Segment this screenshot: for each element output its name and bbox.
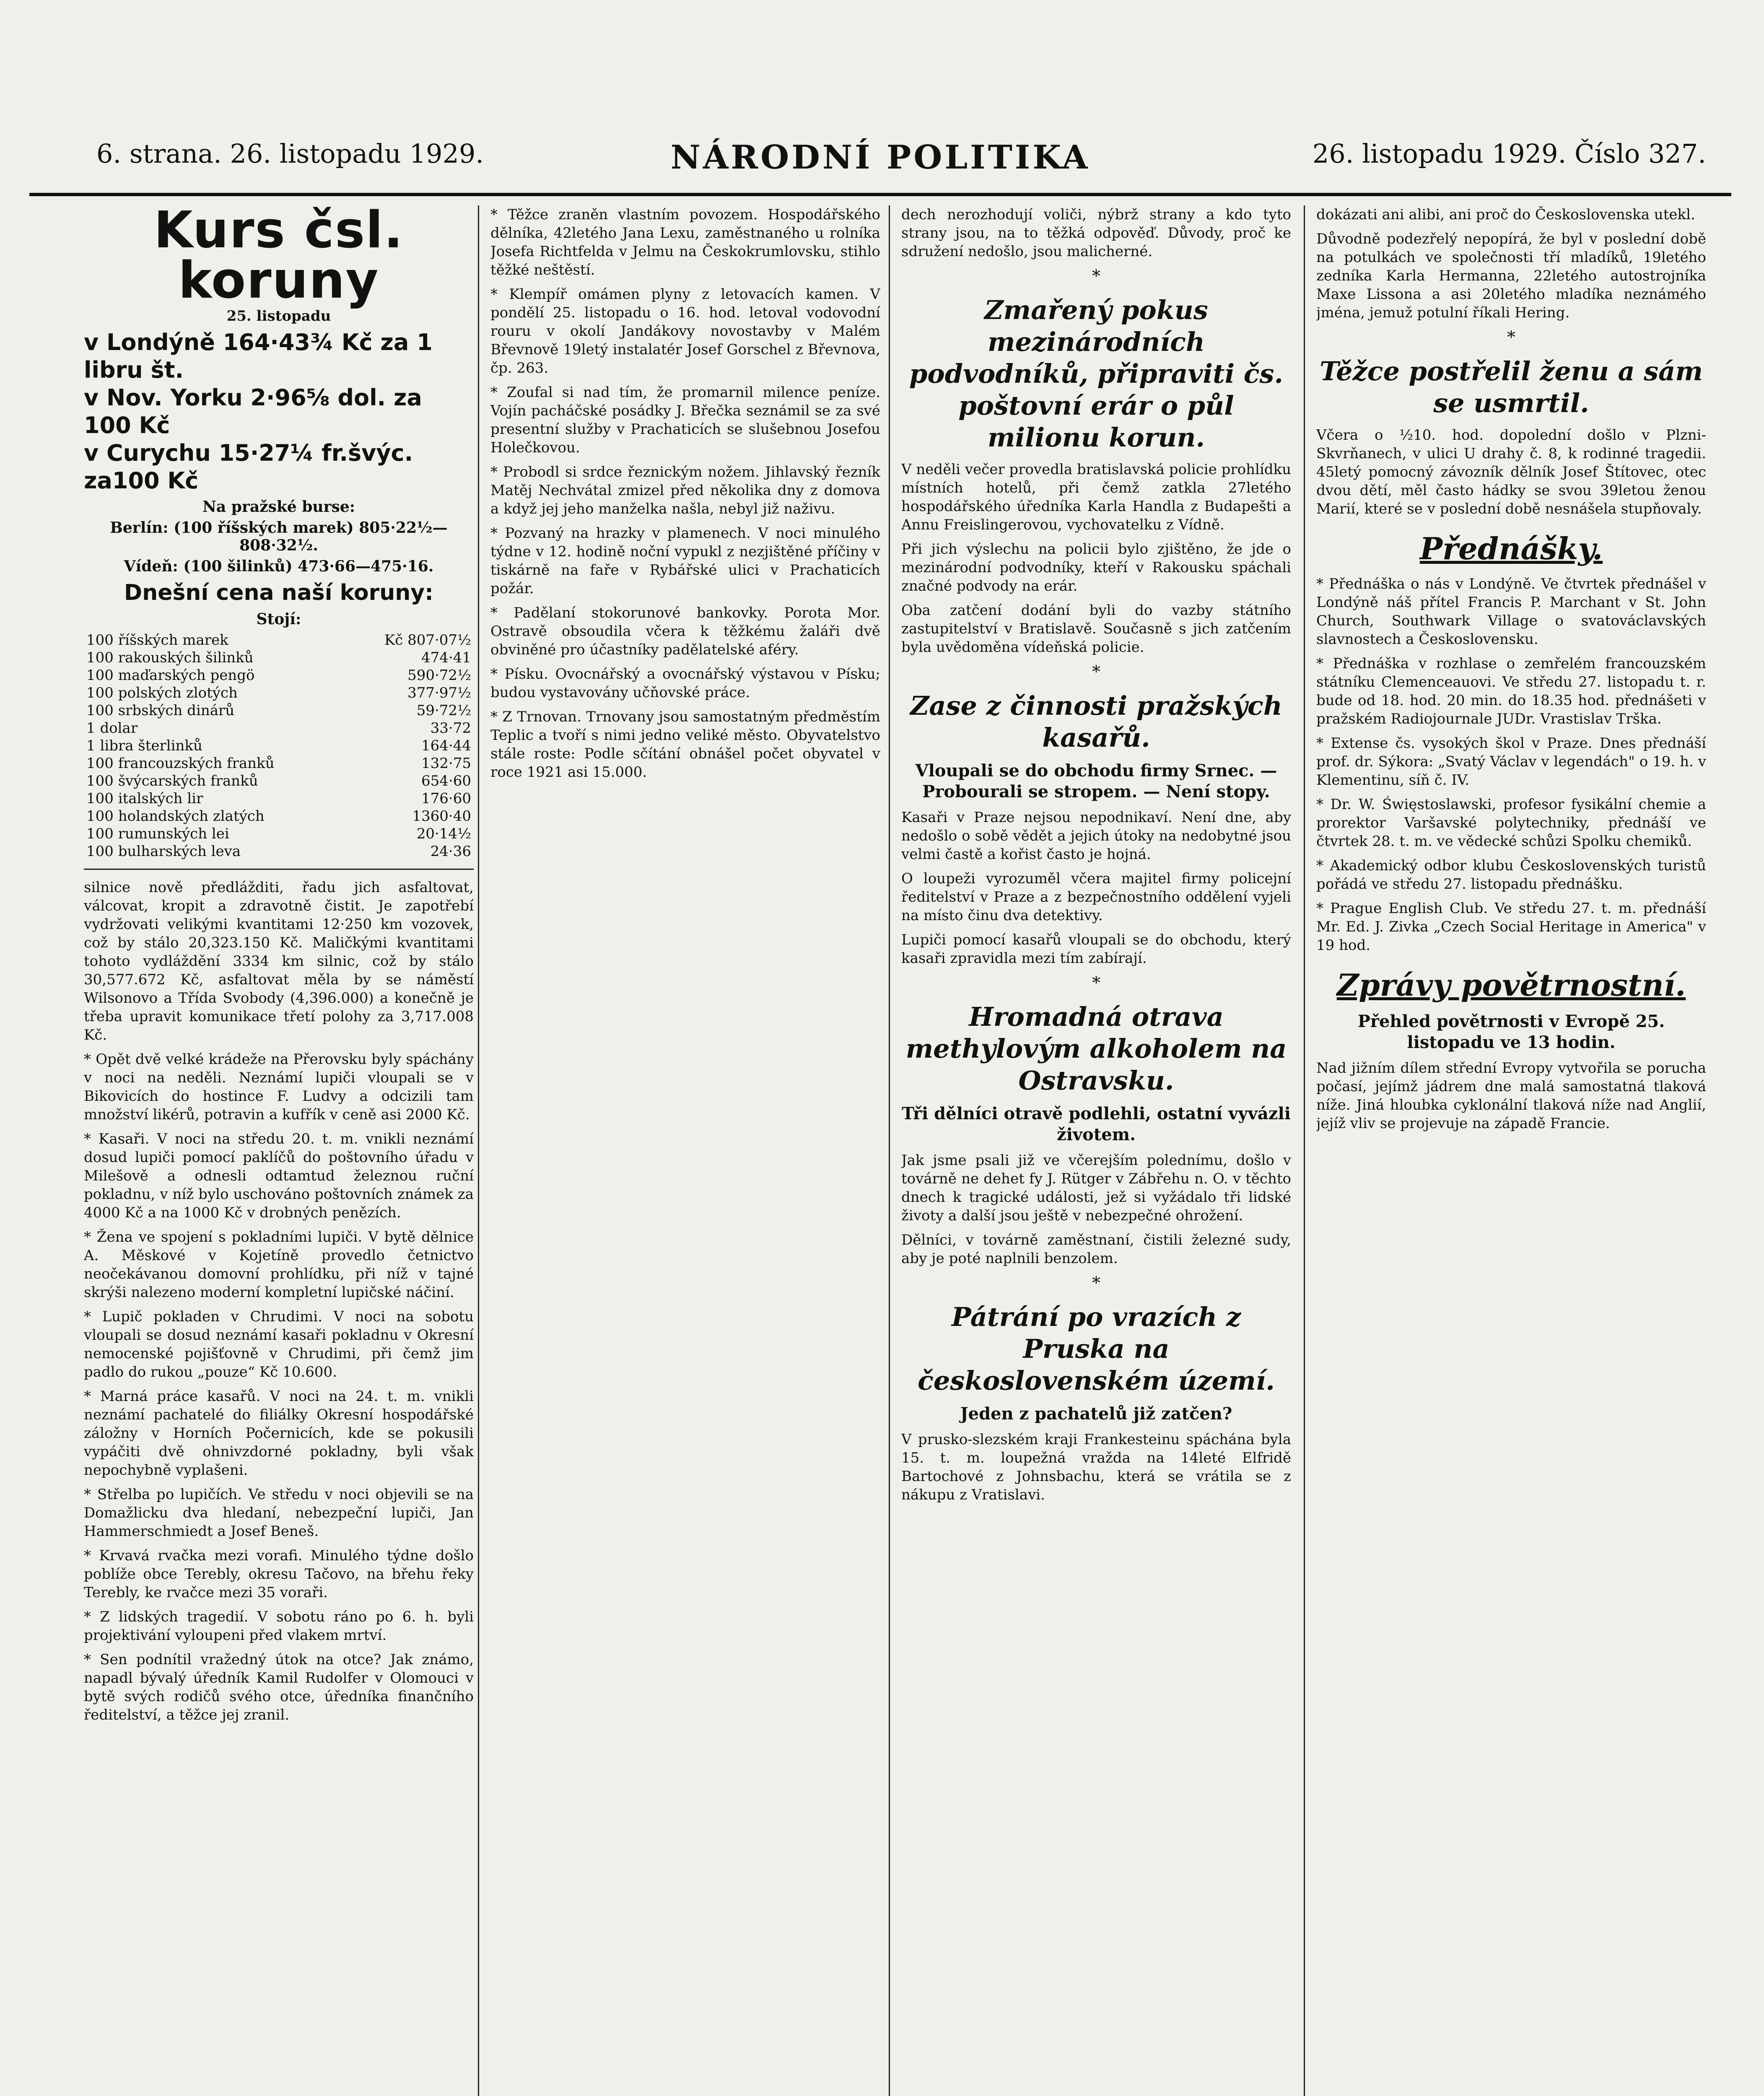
news-paragraph: * Extense čs. vysokých škol v Praze. Dnes přednáší prof. dr. Sýkora: „Svatý Václav v legendách" o 19. h. v Klementinu, síň č. IV. [1316,735,1706,789]
currency-name: 100 holandských zlatých [86,808,265,825]
section-asterisk: * [1092,662,1100,682]
news-paragraph: * Zoufal si nad tím, že promarnil milence peníze. Vojín pacháčské posádky J. Břečka seznámil se za své presentní služby v Prachaticích se slušebnou Josefou Holečkovou. [490,384,880,456]
news-paragraph: * Krvavá rvačka mezi vorafi. Minulého týdne došlo poblíže obce Terebly, okresu Tačovo, na břehu řeky Terebly, ke rvačce mezi 35 voraři. [84,1547,474,1601]
currency-name: 100 rumunských lei [86,825,229,842]
news-paragraph: dokázati ani alibi, ani proč do Československa utekl. [1316,206,1695,223]
table-row [84,684,474,702]
news-paragraph: * Těžce zraněn vlastním povozem. Hospodářského dělníka, 42letého Jana Lexu, zaměstnaného u rolníka Josefa Richtfelda v Jelmu na Českokrumlovsku, stihlo těžké neštěstí. [490,206,880,278]
news-paragraph: * Z Trnovan. Trnovany jsou samostatným předměstím Teplic a tvoří s nimi jedno veliké město. Obyvatelstvo stále roste: Podle sčítání obnášel počet obyvatel v roce 1921 asi 15.000. [490,708,880,781]
currency-value: 1360·40 [412,808,471,825]
currency-name: 1 dolar [86,720,138,737]
rate-zurich: v Curychu 15·27¼ fr.švýc. za100 Kč [84,440,413,494]
news-paragraph: * Klempíř omámen plyny z letovacích kamen. V pondělí 25. listopadu o 16. hod. letoval vodovodní rouru v okolí Jandákovy novostavby v Malém Břevnově 19letý instalatér Josef Gorschel z Břevnova, čp. 263. [490,286,880,376]
news-paragraph: dech nerozhodují voliči, nýbrž strany a kdo tyto strany jsou, na to těžká odpověď. Důvody, proč ke sdružení nedošlo, jsou malicherné. [901,206,1291,260]
exchange-rate-title: Kurs čsl. koruny [154,205,404,310]
news-paragraph: * Pozvaný na hrazky v plamenech. V noci minulého týdne v 12. hodině noční vypukl z nezjištěné příčiny v tiskárně na faře v Rybářské ulici v Prachaticích požár. [490,525,880,597]
news-paragraph: O loupeži vyrozuměl včera majitel firmy policejní ředitelství v Praze a z bezpečnostního oddělení vyjeli na místo činu dva detektivy. [901,870,1291,924]
news-paragraph: * Prague English Club. Ve středu 27. t. m. přednáší Mr. Ed. J. Zivka „Czech Social Heritage in America" v 19 hod. [1316,900,1706,954]
currency-value: 59·72½ [416,702,471,719]
news-paragraph: silnice nově předlážditi, řadu jich asfaltovat, válcovat, kropit a zdravotně čistit. Je zapotřebí vydržovati velikými kvantitami 12·250 km vozovek, což by stálo 20,323.150 Kč. Maličkými kvantitami tohoto vydláždění 3334 km silnic, což by stálo 30,577.672 Kč, asfaltovat měla by se náměstí Wilsonovo a Třída Svobody (4,396.000) a konečně je třeba upravit komunikace třetí polohy za 3,717.008 Kč. [84,879,474,1043]
news-paragraph: * Marná práce kasařů. V noci na 24. t. m. vnikli neznámí pachatelé do filiálky Okresní hospodářské záložny v Horních Počernicích, kde se pokusili vypáčiti dvě ohnivzdorné pokladny, byli však nepochybně vyplašeni. [84,1388,474,1479]
news-paragraph: Nad jižním dílem střední Evropy vytvořila se porucha počasí, jejímž jádrem dne malá samostatná tlaková níže. Jiná hloubka cyklonální tlaková níže nad Anglií, jejíž vliv se projevuje na západě Francie. [1316,1060,1706,1132]
currency-name: 100 polských zlotých [86,685,238,701]
currency-name: 100 srbských dinárů [86,702,235,719]
article-title: Pátrání po vrazích z Pruska na československém území. [918,1302,1275,1396]
news-paragraph: Dělníci, v továrně zaměstnaní, čistili železné sudy, aby je poté naplnili benzolem. [901,1232,1291,1267]
section-asterisk: * [1507,328,1515,347]
table-row [84,790,474,807]
currency-value: 377·97½ [407,685,471,701]
currency-value: 176·60 [421,790,471,807]
news-paragraph: * Opět dvě velké krádeže na Přerovsku byly spáchány v noci na neděli. Neznámí lupiči vloupali se v Bikovicích do hostince F. Ludvy a odcizili tam množství likérů, potravin a kufřík v ceně asi 2000 Kč. [84,1051,474,1123]
lectures-heading: Přednášky. [1419,531,1603,566]
column-2 [490,205,880,2096]
currency-name: 100 švýcarských franků [86,773,258,789]
today-price-label: Dnešní cena naší koruny: [124,580,433,605]
section-asterisk: * [1092,267,1100,286]
column-4 [1316,205,1706,2096]
news-paragraph: * Střelba po lupičích. Ve středu v noci objevili se na Domažlicku dva hledaní, nebezpeční lupiči, Jan Hammerschmiedt a Josef Beneš. [84,1486,474,1540]
news-paragraph: Včera o ½10. hod. dopolední došlo v Plzni-Skvrňanech, v ulici U drahy č. 8, k rodinné tragedii. 45letý pomocný závozník dělník Josef Štítovec, otec dvou dětí, měl často hádky se svou 39letou ženou Marií, které se v poslední době nesnášela stupňovaly. [1316,427,1706,517]
column-3 [901,205,1291,2096]
article-subtitle: Tři dělníci otravě podlehli, ostatní vyvázli životem. [902,1104,1291,1144]
masthead-title: NÁRODNÍ POLITIKA [670,138,1090,176]
currency-value: 164·44 [421,737,471,754]
cost-label: Stojí: [256,610,301,628]
section-asterisk: * [1092,973,1100,993]
column-rule [889,205,890,2096]
section-divider [84,869,474,870]
table-row [84,631,474,649]
currency-value: 33·72 [430,720,471,737]
table-row [84,807,474,825]
table-row [84,843,474,860]
news-paragraph: * Žena ve spojení s pokladními lupiči. V bytě dělnice A. Měskové v Kojetíně provedlo četnictvo neočekávanou domovní prohlídku, při níž v tajné skrýši nalezeno moderní kompletní lupičské náčiní. [84,1229,474,1301]
news-paragraph: * Přednáška o nás v Londýně. Ve čtvrtek přednášel v Londýně náš přítel Francis P. Marchant v St. John Church, Southwark Village o svatováclavských slavnostech a Československu. [1316,576,1706,648]
currency-rates-table [84,631,474,860]
news-paragraph: Důvodně podezřelý nepopírá, že byl v poslední době na potulkách ve společnosti tří mladíků, 19letého zedníka Karla Hermanna, 22letého autostrojníka Maxe Lissona a asi 20letého mladíka neznámého jména, jemuž potulní říkali Hering. [1316,231,1706,321]
weather-subtitle: Přehled povětrnosti v Evropě 25. listopadu ve 13 hodin. [1357,1012,1665,1052]
table-row [84,737,474,755]
news-paragraph: Při jich výslechu na policii bylo zjištěno, že jde o mezinárodní podvodníky, kteří v Rakousku spáchali značné podvody na erár. [901,541,1291,594]
news-paragraph: * Sen podnítil vražedný útok na otce? Jak známo, napadl bývalý úředník Kamil Rudolfer v Olomouci v bytě svých rodičů svého otce, úředníka finančního ředitelství, a těžce jej zranil. [84,1651,474,1723]
currency-value: 24·36 [430,843,471,860]
news-paragraph: Oba zatčení dodání byli do vazby státního zastupitelství v Bratislavě. Současně s jich zatčením byla uvědoměna vídeňská policie. [901,602,1291,656]
article-subtitle: Jeden z pachatelů již zatčen? [960,1404,1232,1424]
currency-name: 100 bulharských leva [86,843,241,860]
column-rule [478,205,479,2096]
table-row [84,755,474,772]
prague-exchange-label: Na pražské burse: [202,498,355,516]
rate-london: v Londýně 164·43¾ Kč za 1 libru št. [84,329,433,383]
page-header [29,126,1731,196]
vienna-rate: Vídeň: (100 šilinků) 473·66—475·16. [124,558,434,575]
newspaper-page [29,126,1731,2096]
table-row [84,719,474,737]
news-paragraph: Lupiči pomocí kasařů vloupali se do obchodu, který kasaři zpravidla mezi tím zabírají. [901,931,1291,967]
issue-date-number: 26. listopadu 1929. Číslo 327. [1312,138,1706,169]
currency-name: 1 libra šterlinků [86,737,202,754]
currency-value: 590·72½ [407,667,471,684]
news-paragraph: Jak jsme psali již ve včerejším polednímu, došlo v továrně ne dehet fy J. Rütger v Zábřehu n. O. v těchto dnech k tragické události, jež si vyžádalo tři lidské životy a další jsou ještě v nebezpečné ohrožení. [901,1152,1291,1224]
rate-new-york: v Nov. Yorku 2·96⅝ dol. za 100 Kč [84,384,422,438]
news-paragraph: * Dr. W. Święstoslawski, profesor fysikální chemie a prorektor Varšavské polytechniky, přednáší ve čtvrtek 28. t. m. ve vědecké schůzi Spolku chemiků. [1316,796,1706,850]
news-paragraph: * Akademický odbor klubu Československých turistů pořádá ve středu 27. listopadu přednášku. [1316,857,1706,892]
table-row [84,825,474,843]
news-paragraph: * Z lidských tragedií. V sobotu ráno po 6. h. byli projektivání vyloupeni před vlakem mrtví. [84,1608,474,1644]
article-title: Hromadná otrava methylovým alkoholem na Ostravsku. [905,1001,1287,1096]
news-paragraph: Kasaři v Praze nejsou nepodnikaví. Není dne, aby nedošlo o sobě vědět a jejich útoky na nedobytné jsou velmi častě a kořist často je hojná. [901,809,1291,863]
page-number-date: 6. strana. 26. listopadu 1929. [96,138,484,169]
currency-value: 20·14½ [416,825,471,842]
news-paragraph: * Probodl si srdce řeznickým nožem. Jihlavský řezník Matěj Nechvátal zmizel před několika dny z domova a když jej jeho manželka našla, nebyl již naživu. [490,464,880,517]
article-title: Zmařený pokus mezinárodních podvodníků, připraviti čs. poštovní erár o půl milionu korun. [909,295,1283,453]
news-paragraph: * Písku. Ovocnářský a ovocnářský výstavou v Písku; budou vystavovány učňovské práce. [490,666,880,701]
currency-name: 100 francouzských franků [86,755,275,772]
section-asterisk: * [1092,1274,1100,1293]
currency-name: 100 říšských marek [86,632,228,649]
currency-name: 100 maďarských pengö [86,667,255,684]
exchange-rate-date: 25. listopadu [226,308,331,324]
currency-value: 474·41 [421,649,471,666]
news-paragraph: * Přednáška v rozhlase o zemřelém francouzském státníku Clemenceauovi. Ve středu 27. listopadu t. r. bude od 18. hod. 20 min. do 18.35 hod. přednášeti v pražském Radiojournale JUDr. Vrastislav Trška. [1316,655,1706,727]
currency-name: 100 italských lir [86,790,203,807]
column-rule [1304,205,1305,2096]
berlin-rate: Berlín: (100 říšských marek) 805·22½—808·32½. [110,519,448,554]
news-paragraph: V neděli večer provedla bratislavská policie prohlídku místních hotelů, při čemž zatkla 27letého hospodářského úředníka Karla Handla z Budapešti a Annu Freislingerovou, vychovatelku z Vídně. [901,461,1291,533]
article-subtitle: Vloupali se do obchodu firmy Srnec. — Probourali se stropem. — Není stopy. [915,761,1277,802]
news-paragraph: V prusko-slezském kraji Frankesteinu spáchána byla 15. t. m. loupežná vražda na 14leté Elfridě Bartochové z Johnsbachu, která se vrátila se z nákupu z Vratislavi. [901,1431,1291,1503]
news-paragraph: * Lupič pokladen v Chrudimi. V noci na sobotu vloupali se dosud neznámí kasaři pokladnu v Okresní nemocenské pojišťovně v Chrudimi, při čemž jim padlo do rukou „pouze“ Kč 10.600. [84,1308,474,1380]
currency-value: 132·75 [421,755,471,772]
table-row [84,702,474,719]
article-title: Těžce postřelil ženu a sám se usmrtil. [1320,356,1703,418]
table-row [84,649,474,667]
column-1 [84,205,474,2096]
table-row [84,667,474,684]
article-title: Zase z činnosti pražských kasařů. [910,690,1282,753]
weather-heading: Zprávy povětrnostní. [1336,967,1686,1003]
currency-value: Kč 807·07½ [384,632,471,649]
currency-name: 100 rakouských šilinků [86,649,254,666]
table-row [84,772,474,790]
news-paragraph: * Kasaři. V noci na středu 20. t. m. vnikli neznámí dosud lupiči pomocí paklíčů do poštovního úřadu v Milešově a odnesli odtamtud železnou ruční pokladnu, v níž bylo uschováno poštovních známek za 4000 Kč a na 1000 Kč v drobných penězích. [84,1131,474,1221]
news-paragraph: * Padělaní stokorunové bankovky. Porota Mor. Ostravě obsoudila včera k těžkému žaláři dvě obviněné pro účastníky padělatelské aféry. [490,604,880,658]
currency-value: 654·60 [421,773,471,789]
